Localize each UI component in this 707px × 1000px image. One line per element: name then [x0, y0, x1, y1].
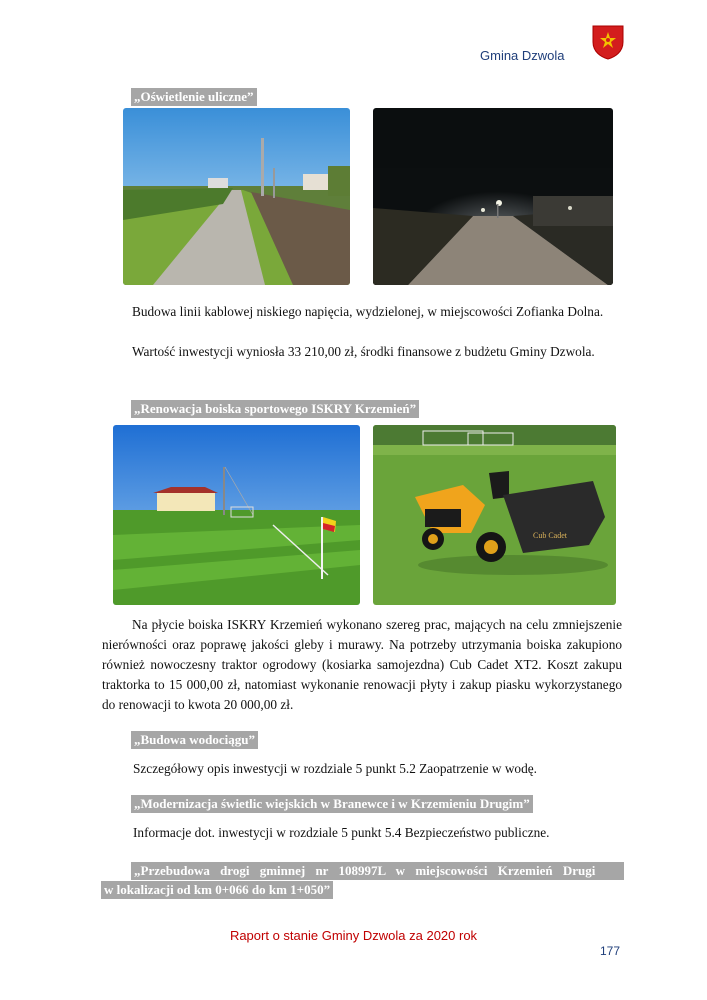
section-heading-road-line-2: w lokalizacji od km 0+066 do km 1+050” [101, 881, 333, 899]
paragraph-lighting-value: Wartość inwestycji wyniosła 33 210,00 zł, środki finansowe z budżetu Gminy Dzwola. [132, 344, 595, 359]
coat-of-arms-icon [591, 24, 625, 60]
footer-report-title: Raport o stanie Gminy Dzwola za 2020 rok [229, 928, 478, 943]
mower-brand-label: Cub Cadet [533, 531, 567, 540]
section-heading-community-halls: „Modernizacja świetlic wiejskich w Branewce i w Krzemieniu Drugim” [131, 795, 533, 813]
photo-sports-field [113, 425, 360, 605]
paragraph-lighting-description: Budowa linii kablowej niskiego napięcia, wydzielonej, w miejscowości Zofianka Dolna. [132, 304, 604, 319]
section-heading-pitch-renovation: „Renowacja boiska sportowego ISKRY Krzemień” [131, 400, 419, 418]
photo-road-day [123, 108, 350, 285]
paragraph-water-supply: Szczegółowy opis inwestycji w rozdziale 5 punkt 5.2 Zaopatrzenie w wodę. [133, 761, 537, 776]
section-heading-street-lighting: „Oświetlenie uliczne” [131, 88, 257, 106]
photo-road-night [373, 108, 613, 285]
page-number: 177 [600, 944, 621, 958]
paragraph-community-halls: Informacje dot. inwestycji w rozdziale 5 punkt 5.4 Bezpieczeństwo publiczne. [133, 825, 550, 840]
photo-garden-tractor [373, 425, 616, 605]
paragraph-pitch-renovation: Na płycie boiska ISKRY Krzemień wykonano szereg prac, mających na celu zmniejszenie nierówności oraz poprawę jakości gleby i murawy. Na potrzeby utrzymania boiska zakupiono również nowoczesny traktor ogrodowy (kosiarka samojezdna) Cub Cadet XT2. Koszt zakupu traktorka to 15 000,00 zł, natomiast wykonanie renowacji płyty i zakup piasku wykorzystanego do renowacji to kwota 20 000,00 zł. [102, 617, 622, 712]
section-heading-water-supply: „Budowa wodociągu” [131, 731, 258, 749]
section-heading-road-line-1: „Przebudowa drogi gminnej nr 108997L w miejscowości Krzemień Drugi [131, 862, 624, 880]
header-title: Gmina Dzwola [480, 48, 565, 63]
